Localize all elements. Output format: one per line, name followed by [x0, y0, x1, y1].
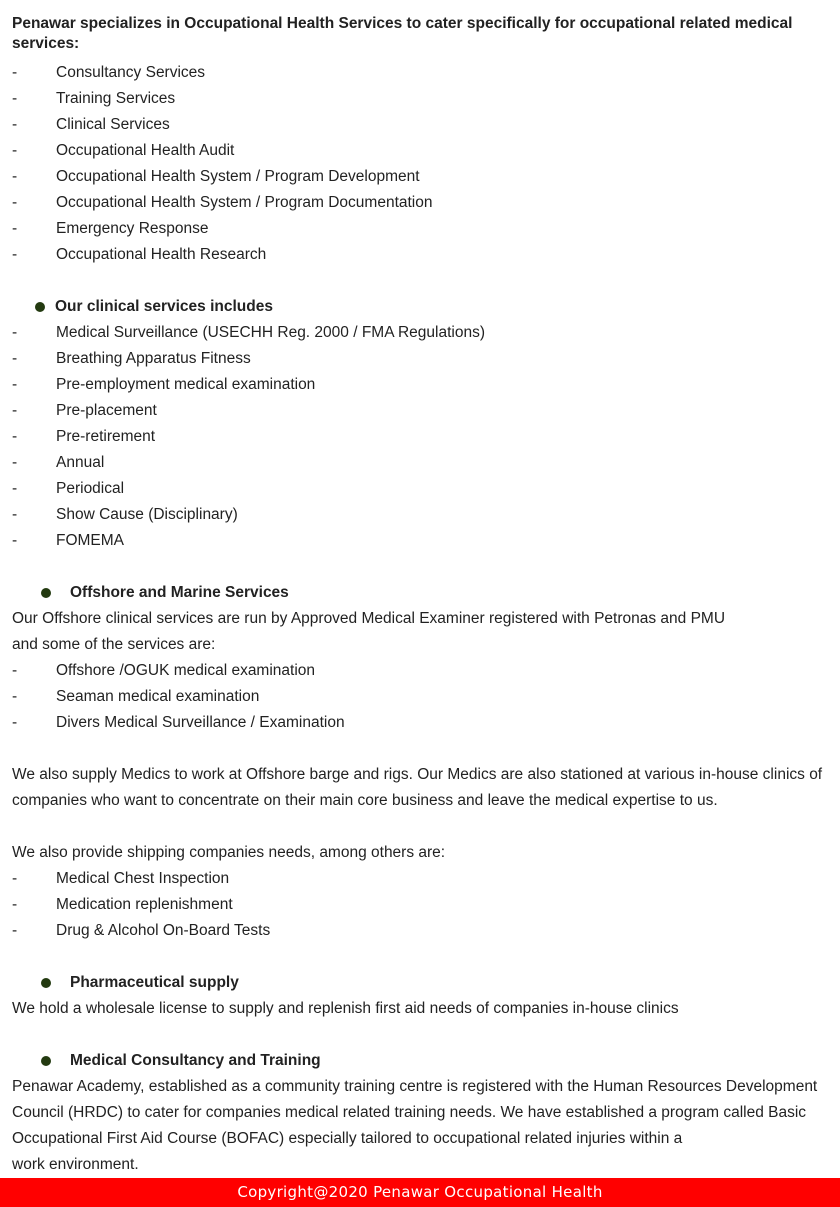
page-content — [12, 14, 834, 1178]
consultancy-heading — [12, 1048, 834, 1074]
shipping-intro: We also provide shipping companies needs, among others are: — [12, 844, 446, 861]
list-item: - Periodical — [12, 476, 834, 502]
medics-paragraph: We also supply Medics to work at Offshore barge and rigs. Our Medics are also stationed at various in-house clinics of companies who want to concentrate on their main core business and leave the medical expertise to us. — [12, 766, 823, 809]
list-item: - Breathing Apparatus Fitness — [12, 346, 834, 372]
consultancy-text-last-line: work environment. — [12, 1156, 139, 1173]
clinical-heading-text: Our clinical services includes — [55, 298, 273, 315]
list-item: - Divers Medical Surveillance / Examination — [12, 710, 834, 736]
offshore-heading-text: Offshore and Marine Services — [70, 584, 289, 601]
list-item: - Show Cause (Disciplinary) — [12, 502, 834, 528]
list-item: - Drug & Alcohol On-Board Tests — [12, 918, 834, 944]
list-item: - Consultancy Services — [12, 60, 834, 86]
list-item: - Seaman medical examination — [12, 684, 834, 710]
consultancy-heading-text: Medical Consultancy and Training — [70, 1052, 321, 1069]
list-item: - Occupational Health System / Program Development — [12, 164, 834, 190]
list-item: - Pre-employment medical examination — [12, 372, 834, 398]
clinical-heading — [12, 294, 834, 320]
list-item: - Occupational Health Audit — [12, 138, 834, 164]
offshore-intro-line2: and some of the services are: — [12, 636, 216, 653]
list-item: - Training Services — [12, 86, 834, 112]
spacer — [12, 814, 834, 840]
list-item: - Emergency Response — [12, 216, 834, 242]
intro-heading: Penawar specializes in Occupational Health Services to cater specifically for occupational related medical services: — [12, 15, 793, 52]
spacer — [12, 736, 834, 762]
list-item: - Offshore /OGUK medical examination — [12, 658, 834, 684]
list-item: - Medical Chest Inspection — [12, 866, 834, 892]
pharma-heading — [12, 970, 834, 996]
bullet-icon — [41, 588, 51, 598]
list-item: - Pre-retirement — [12, 424, 834, 450]
clinical-list — [12, 320, 834, 554]
list-item: - Pre-placement — [12, 398, 834, 424]
list-item: - Occupational Health System / Program Documentation — [12, 190, 834, 216]
pharma-heading-text: Pharmaceutical supply — [70, 974, 239, 991]
list-item: - Occupational Health Research — [12, 242, 834, 268]
bullet-icon — [41, 978, 51, 988]
pharma-text: We hold a wholesale license to supply and replenish first aid needs of companies in-house clinics — [12, 1000, 679, 1017]
list-item: - FOMEMA — [12, 528, 834, 554]
list-item: - Annual — [12, 450, 834, 476]
services-list — [12, 60, 834, 268]
list-item: - Clinical Services — [12, 112, 834, 138]
consultancy-text: Penawar Academy, established as a community training centre is registered with the Human Resources Development Council (HRDC) to cater for companies medical related training needs. We have established a program called Basic Occupational First Aid Course (BOFAC) especially tailored to occupational related injuries within a — [12, 1078, 818, 1147]
offshore-intro-line1: Our Offshore clinical services are run by Approved Medical Examiner registered with Petronas and PMU — [12, 610, 726, 627]
copyright-text: Copyright@2020 Penawar Occupational Health — [237, 1183, 603, 1201]
offshore-list — [12, 658, 834, 736]
bullet-icon — [35, 302, 45, 312]
bullet-icon — [41, 1056, 51, 1066]
footer-bar — [0, 1178, 840, 1207]
list-item: - Medication replenishment — [12, 892, 834, 918]
offshore-heading — [12, 580, 834, 606]
shipping-list — [12, 866, 834, 944]
list-item: - Medical Surveillance (USECHH Reg. 2000 / FMA Regulations) — [12, 320, 834, 346]
